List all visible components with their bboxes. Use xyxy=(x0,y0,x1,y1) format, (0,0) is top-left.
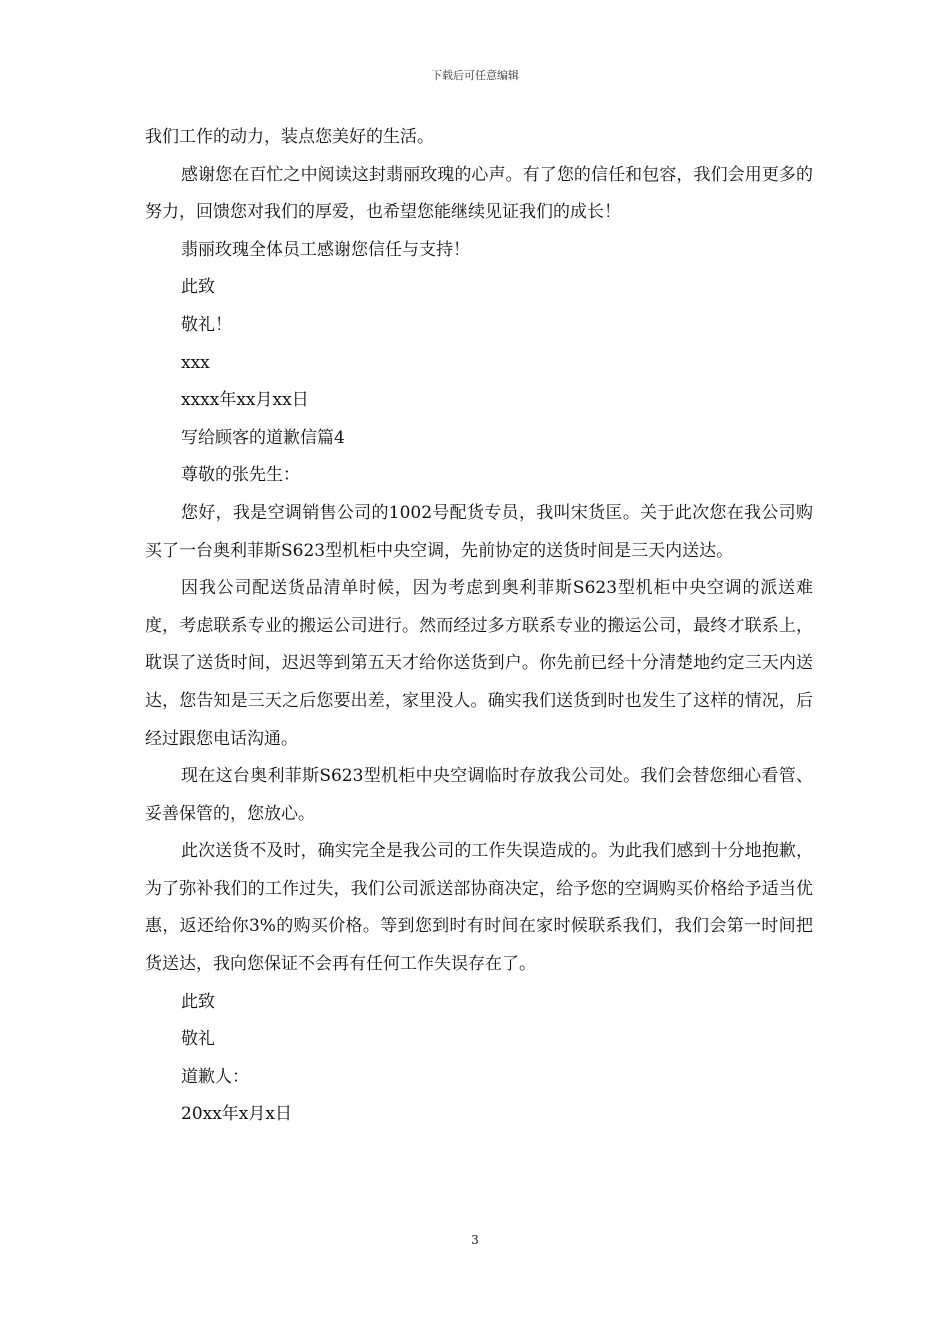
signature-name: xxx xyxy=(181,352,210,373)
closing-cizhi: 此致 xyxy=(181,277,215,298)
page-number: 3 xyxy=(471,1233,479,1247)
paragraph-storage: 现在这台奥利菲斯S623型机柜中央空调临时存放我公司处。我们会替您细心看管、妥善保管的，您放心。 xyxy=(145,766,813,824)
apology-date: 20xx年x月x日 xyxy=(181,1104,292,1125)
paragraph-thanks: 感谢您在百忙之中阅读这封翡丽玫瑰的心声。有了您的信任和包容，我们会用更多的努力，回馈您对我们的厚爱，也希望您能继续见证我们的成长！ xyxy=(145,164,813,223)
paragraph-apology: 此次送货不及时，确实完全是我公司的工作失误造成的。为此我们感到十分地抱歉，为了弥补我们的工作过失，我们公司派送部协商决定，给予您的空调购买价格给予适当优惠，返还给你3%的购买价格。等到您到时有时间在家时候联系我们，我们会第一时间把货送达，我向您保证不会再有任何工作失误存在了。 xyxy=(145,841,813,975)
closing-jingli: 敬礼！ xyxy=(181,314,232,335)
paragraph-staff-thanks: 翡丽玫瑰全体员工感谢您信任与支持！ xyxy=(181,239,470,260)
section-title: 写给顾客的道歉信篇4 xyxy=(181,427,345,448)
signature-date: xxxx年xx月xx日 xyxy=(181,390,309,411)
closing-jingli-2: 敬礼 xyxy=(181,1029,215,1050)
salutation: 尊敬的张先生： xyxy=(181,465,300,486)
document-body xyxy=(145,119,813,1134)
paragraph-continuation: 我们工作的动力，装点您美好的生活。 xyxy=(145,127,434,147)
apologizer-label: 道歉人： xyxy=(181,1066,249,1087)
page-header: 下载后可任意编辑 xyxy=(431,69,519,82)
paragraph-intro: 您好，我是空调销售公司的1002号配货专员，我叫宋货匡。关于此次您在我公司购买了一台奥利菲斯S623型机柜中央空调，先前协定的送货时间是三天内送达。 xyxy=(145,502,813,561)
closing-cizhi-2: 此致 xyxy=(181,991,215,1012)
paragraph-reason: 因我公司配送货品清单时候，因为考虑到奥利菲斯S623型机柜中央空调的派送难度，考虑联系专业的搬运公司进行。然而经过多方联系专业的搬运公司，最终才联系上，耽误了送货时间，迟迟等到第五天才给你送货到户。你先前已经十分清楚地约定三天内送达，您告知是三天之后您要出差，家里没人。确实我们送货到时也发生了这样的情况，后经过跟您电话沟通。 xyxy=(145,578,813,749)
